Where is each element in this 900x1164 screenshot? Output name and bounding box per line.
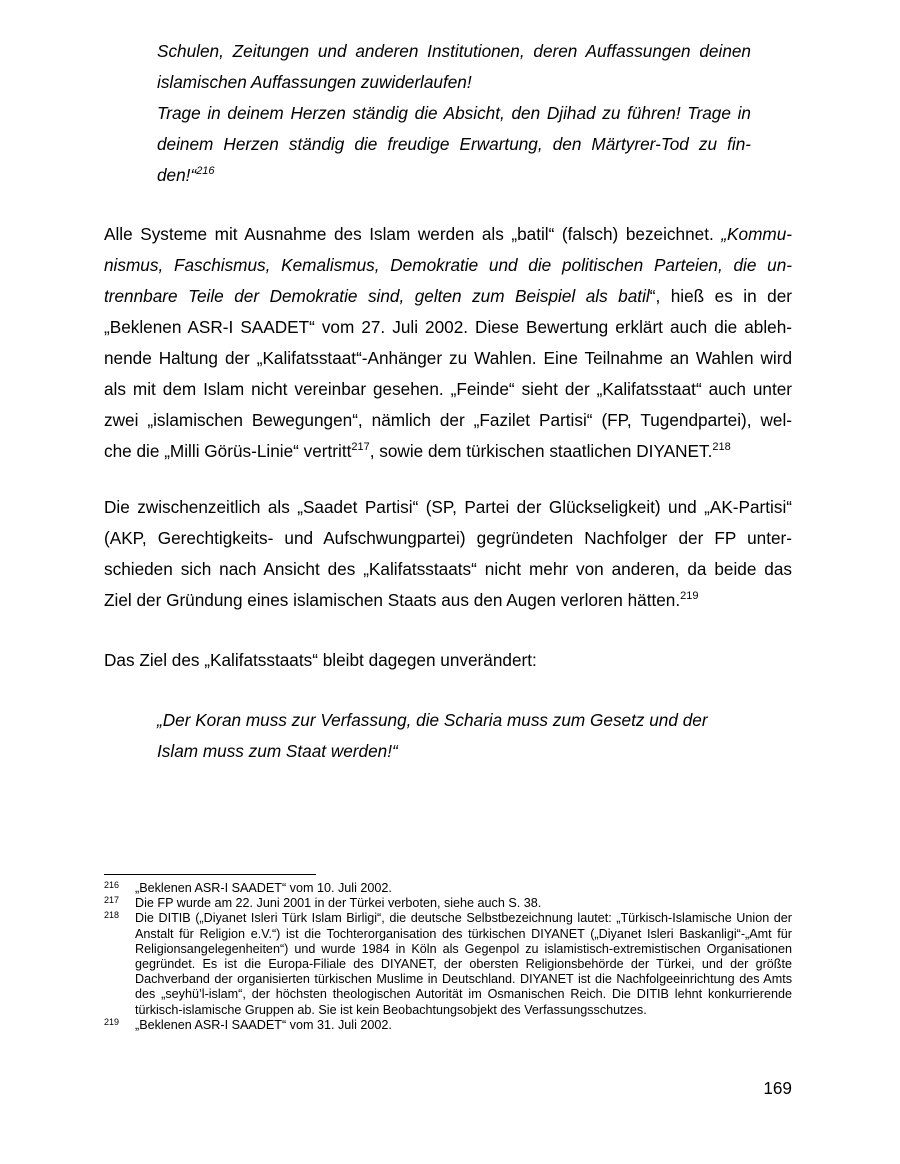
footnote-216 <box>104 881 792 896</box>
para-text: “, hieß es in der <box>649 286 792 306</box>
quote-line: Schulen, Zeitungen und anderen Institutionen, deren Auffassungen deinen <box>157 41 751 61</box>
para-line: Die zwischenzeitlich als „Saadet Partisi“ (SP, Partei der Glückseligkeit) und „AK-Partisi“ <box>104 497 792 517</box>
para-line: (AKP, Gerechtigkeits- und Aufschwungpartei) gegründeten Nachfolger der FP unter- <box>104 528 792 548</box>
footnote-text: Die DITIB („Diyanet Isleri Türk Islam Birligi“, die deutsche Selbstbezeichnung lautet: „Türkisch-Islamische Union der Anstalt für Religion e.V.“) ist die Tochterorganisation des türkischen DIYANET („Diyanet Isleri Baskanligi“-„Amt für Religionsangelegenheiten“) und wurde 1984 in Köln als Gegenpol zu islamistisch-extremistischen Organisationen gegründet. Es ist die Europa-Filiale des DIYANET, der obersten Religionsbehörde der Türkei, und der größte Dachverband der organisierten türkischen Muslime in Deutschland. DIYANET ist die Nachfolgeeinrichtung des Amts des „seyhü’l-islam“, der höchsten theologischen Autorität im Osmanischen Reich. Die DITIB lehnt konkurrierende türkisch-islamische Gruppen ab. Sie ist kein Beobachtungsobjekt des Verfassungsschutzes. <box>135 911 792 1017</box>
block-quote-bottom <box>157 705 751 767</box>
footnote-text: Die FP wurde am 22. Juni 2001 in der Türkei verboten, siehe auch S. 38. <box>135 896 542 911</box>
footnote-ref-219[interactable]: 219 <box>680 590 699 602</box>
para-line: „Beklenen ASR-I SAADET“ vom 27. Juli 2002. Diese Bewertung erklärt auch die ableh- <box>104 317 792 337</box>
footnote-text: „Beklenen ASR-I SAADET“ vom 31. Juli 2002. <box>135 1017 392 1032</box>
para-italic: trennbare Teile der Demokratie sind, gelten zum Beispiel als batil <box>104 286 650 306</box>
para-line: Das Ziel des „Kalifatsstaats“ bleibt dagegen unverändert: <box>104 650 537 670</box>
block-quote-top <box>157 36 751 191</box>
para-line <box>104 219 792 250</box>
para-line <box>104 436 792 467</box>
quote-line <box>157 160 751 191</box>
quote-line: islamischen Auffassungen zuwiderlaufen! <box>157 72 472 92</box>
para-line: nende Haltung der „Kalifatsstaat“-Anhänger zu Wahlen. Eine Teilnahme an Wahlen wird <box>104 348 792 368</box>
para-line <box>104 281 792 312</box>
para-text: , sowie dem türkischen staatlichen DIYANET. <box>369 441 713 461</box>
para-line: als mit dem Islam nicht vereinbar gesehen. „Feinde“ sieht der „Kalifatsstaat“ auch unter <box>104 379 792 399</box>
para-italic: „Kommu- <box>721 224 792 244</box>
quote-line-end: den!“ <box>157 165 197 185</box>
para-text: Ziel der Gründung eines islamischen Staats aus den Augen verloren hätten. <box>104 590 681 610</box>
paragraph-goal <box>104 645 792 676</box>
quote-line: deinem Herzen ständig die freudige Erwartung, den Märtyrer-Tod zu fin- <box>157 134 751 154</box>
footnote-ref-218[interactable]: 218 <box>712 441 731 453</box>
para-text: che die „Milli Görüs-Linie“ vertritt <box>104 441 352 461</box>
page-number: 169 <box>763 1078 792 1098</box>
quote-line: Islam muss zum Staat werden!“ <box>157 741 398 761</box>
para-line: schieden sich nach Ansicht des „Kalifatsstaats“ nicht mehr von anderen, da beide das <box>104 559 792 579</box>
footnote-number: 219 <box>104 1016 120 1027</box>
para-italic: nismus, Faschismus, Kemalismus, Demokratie und die politischen Parteien, die un- <box>104 255 792 275</box>
footnote-number: 217 <box>104 895 120 906</box>
quote-line: Trage in deinem Herzen ständig die Absicht, den Djihad zu führen! Trage in <box>157 103 751 123</box>
footnote-ref-216[interactable]: 216 <box>196 165 215 177</box>
footnote-219 <box>104 1018 792 1033</box>
paragraph-systems <box>104 219 792 467</box>
footnote-218 <box>104 911 792 1017</box>
footnote-number: 216 <box>104 880 120 890</box>
para-line <box>104 250 792 281</box>
footnote-217 <box>104 896 792 911</box>
footnote-number: 218 <box>104 910 120 921</box>
para-line <box>104 585 792 616</box>
footnotes <box>104 881 792 1033</box>
footnote-separator <box>104 874 316 875</box>
quote-line: „Der Koran muss zur Verfassung, die Scharia muss zum Gesetz und der <box>157 710 708 730</box>
para-line: zwei „islamischen Bewegungen“, nämlich der „Fazilet Partisi“ (FP, Tugendpartei), wel- <box>104 410 792 430</box>
footnote-ref-217[interactable]: 217 <box>351 441 370 453</box>
paragraph-successors <box>104 492 792 616</box>
footnote-text: „Beklenen ASR-I SAADET“ vom 10. Juli 2002. <box>135 881 392 895</box>
para-text: Alle Systeme mit Ausnahme des Islam werden als „batil“ (falsch) bezeichnet. <box>104 224 722 244</box>
